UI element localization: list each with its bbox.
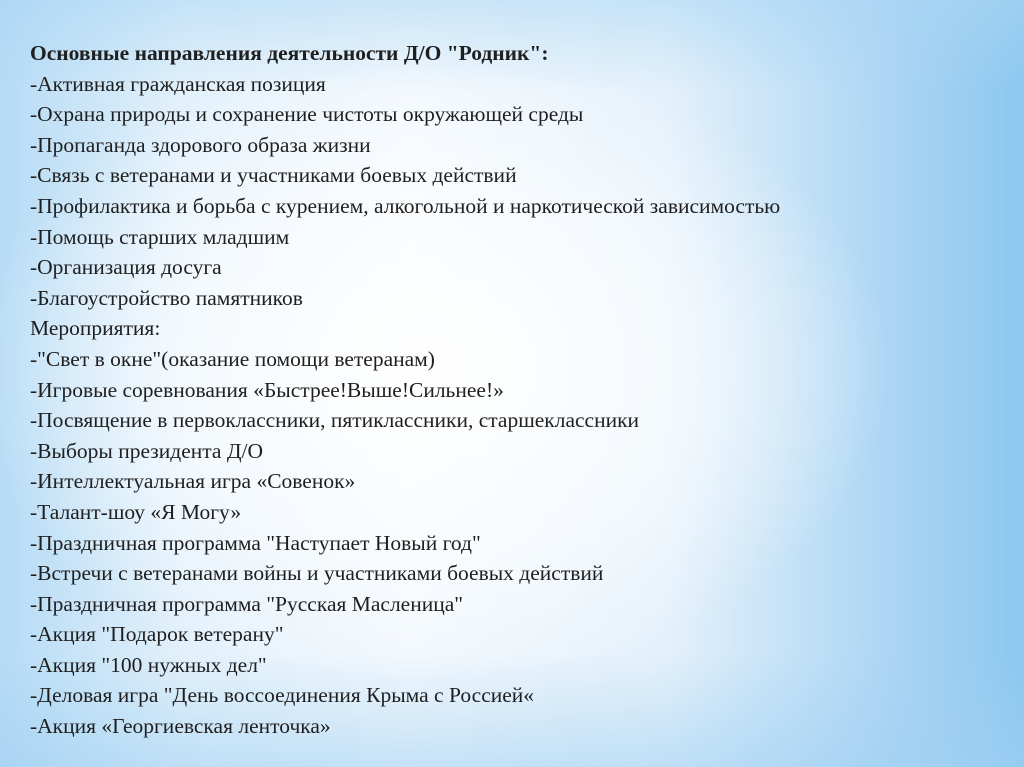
list-item: -Игровые соревнования «Быстрее!Выше!Сильнее!» [30,377,504,402]
list-item: -Праздничная программа "Наступает Новый год" [30,530,481,555]
list-item: -Деловая игра "День воссоединения Крыма с Россией« [30,683,535,708]
list-item: -Акция «Георгиевская ленточка» [30,714,331,739]
list-item: -Выборы президента Д/О [30,438,263,463]
list-item: -Помощь старших младшим [30,224,290,249]
directions-heading: Основные направления деятельности Д/О "Родник": [30,41,549,65]
list-item: -Профилактика и борьба с курением, алкогольной и наркотической зависимостью [30,193,781,218]
list-item: -Праздничная программа "Русская Масленица" [30,591,464,616]
list-item: -Благоустройство памятников [30,285,303,310]
directions-list [30,69,1005,314]
list-item: -Активная гражданская позиция [30,71,326,96]
list-item: -Встречи с ветеранами войны и участниками боевых действий [30,561,604,586]
list-item: -Интеллектуальная игра «Совенок» [30,469,356,494]
list-item: -Талант-шоу «Я Могу» [30,499,242,524]
list-item: -Акция "Подарок ветерану" [30,622,284,647]
events-list [30,344,1005,742]
slide-content [30,38,1005,742]
list-item: -Связь с ветеранами и участниками боевых действий [30,163,517,188]
list-item: -Акция "100 нужных дел" [30,652,267,677]
list-item: -Организация досуга [30,255,222,280]
list-item: -Пропаганда здорового образа жизни [30,132,371,157]
events-heading: Мероприятия: [30,316,161,341]
list-item: -"Свет в окне"(оказание помощи ветеранам) [30,346,435,371]
list-item: -Охрана природы и сохранение чистоты окружающей среды [30,102,584,127]
list-item: -Посвящение в первоклассники, пятиклассники, старшеклассники [30,408,640,433]
